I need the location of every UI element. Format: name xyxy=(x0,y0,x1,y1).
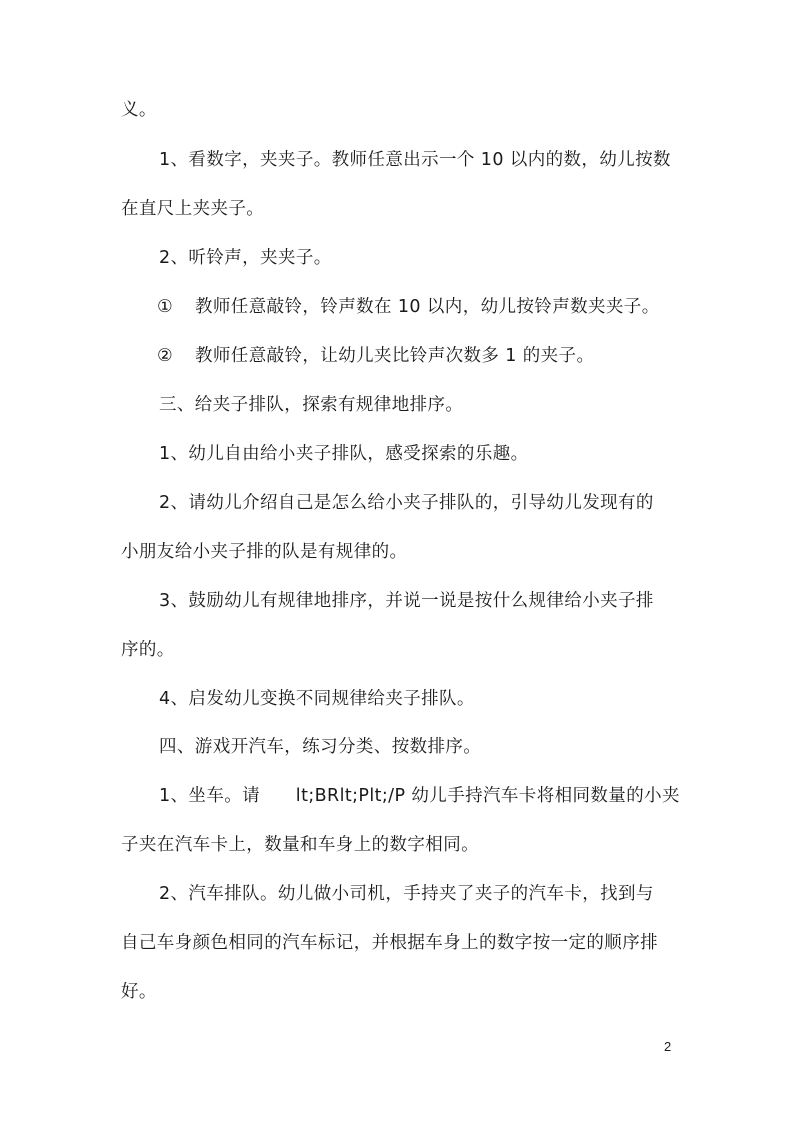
paragraph-line xyxy=(121,638,681,662)
circled-number-marker: ① xyxy=(157,297,174,317)
line-text: 序的。 xyxy=(121,640,175,660)
paragraph-line xyxy=(121,197,681,221)
line-text: 教师任意敲铃，让幼儿夹比铃声次数多 1 的夹子。 xyxy=(195,346,595,366)
paragraph-line xyxy=(159,784,681,808)
line-text: 四、游戏开汽车，练习分类、按数排序。 xyxy=(159,737,482,757)
line-text: 三、给夹子排队，探索有规律地排序。 xyxy=(159,395,464,415)
line-text: 1、坐车。请 lt;BRlt;Plt;/P 幼儿手持汽车卡将相同数量的小夹 xyxy=(159,786,680,806)
section-heading xyxy=(159,393,681,417)
line-text: 教师任意敲铃，铃声数在 10 以内，幼儿按铃声数夹夹子。 xyxy=(195,297,660,317)
paragraph-line xyxy=(159,882,681,906)
line-text: 好。 xyxy=(121,982,157,1002)
line-text: 2、听铃声，夹夹子。 xyxy=(159,248,332,268)
list-item xyxy=(157,295,681,319)
paragraph-line xyxy=(159,687,681,711)
paragraph-line xyxy=(121,540,681,564)
paragraph-line xyxy=(159,148,681,172)
paragraph-line xyxy=(121,931,681,955)
line-text: 2、请幼儿介绍自己是怎么给小夹子排队的，引导幼儿发现有的 xyxy=(159,493,654,513)
section-heading xyxy=(159,735,681,759)
line-text: 1、幼儿自由给小夹子排队，感受探索的乐趣。 xyxy=(159,444,529,464)
line-text: 子夹在汽车卡上，数量和车身上的数字相同。 xyxy=(121,835,479,855)
line-text: 1、看数字，夹夹子。教师任意出示一个 10 以内的数，幼儿按数 xyxy=(159,150,671,170)
list-item xyxy=(157,344,681,368)
line-text: 在直尺上夹夹子。 xyxy=(121,199,265,219)
line-text: 义。 xyxy=(121,100,157,120)
paragraph-line xyxy=(121,833,681,857)
line-text: 4、启发幼儿变换不同规律给夹子排队。 xyxy=(159,689,475,709)
line-text: 自己车身颜色相同的汽车标记，并根据车身上的数字按一定的顺序排 xyxy=(121,933,658,953)
paragraph-line xyxy=(121,980,681,1004)
paragraph-line xyxy=(159,442,681,466)
paragraph-line xyxy=(159,589,681,613)
paragraph-line xyxy=(121,98,681,122)
paragraph-line xyxy=(159,246,681,270)
paragraph-line xyxy=(159,491,681,515)
circled-number-marker: ② xyxy=(157,346,174,366)
line-text: 2、汽车排队。幼儿做小司机，手持夹了夹子的汽车卡，找到与 xyxy=(159,884,654,904)
line-text: 3、鼓励幼儿有规律地排序，并说一说是按什么规律给小夹子排 xyxy=(159,591,654,611)
page-number: 2 xyxy=(664,1039,672,1054)
line-text: 小朋友给小夹子排的队是有规律的。 xyxy=(121,542,408,562)
